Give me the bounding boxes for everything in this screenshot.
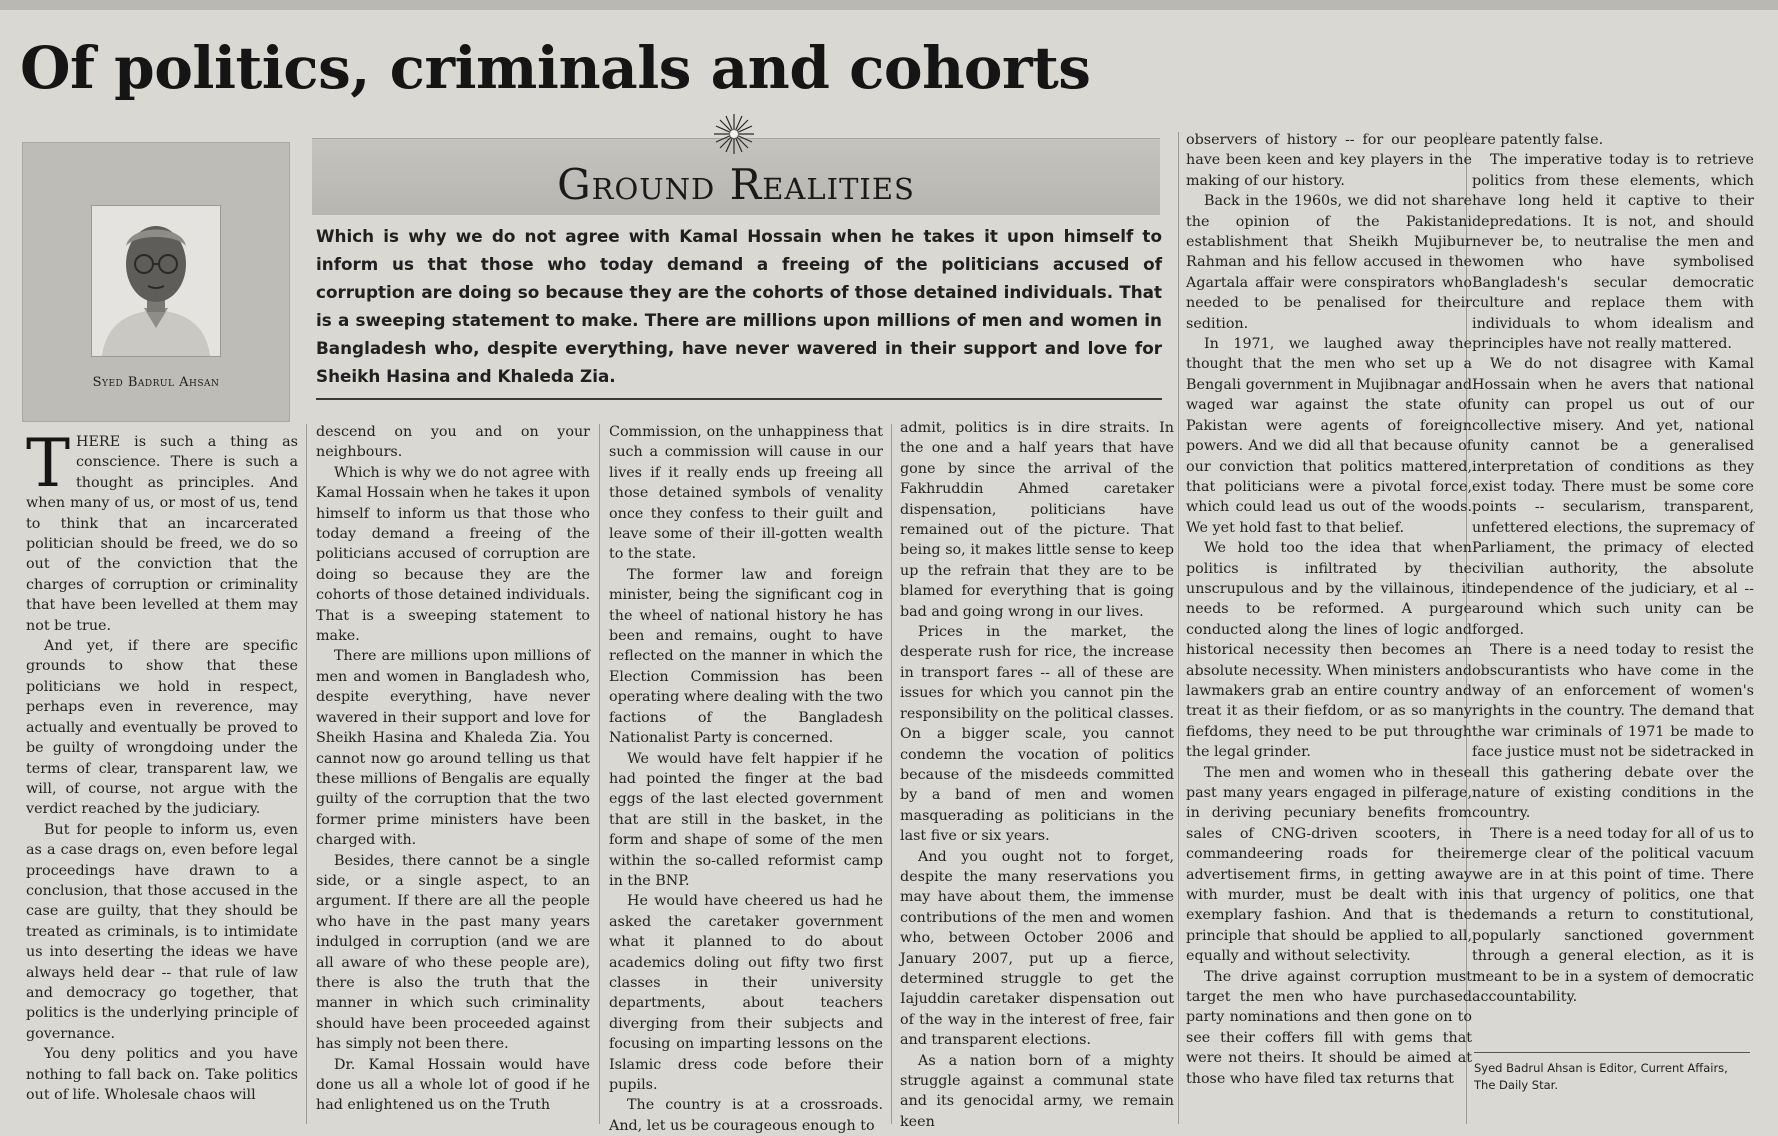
paragraph: And you ought not to forget, despite the many reservations you may have about them, the immense contributions of the men and women who, between October 2006 and January 2007, put up a fierce, determined struggle to get the Iajuddin caretaker dispensation out of the way in the interest of free, fair and transparent elections. bbox=[900, 848, 1174, 1049]
paragraph: There is a need today to resist the obscurantists who have come in the way of an enforcement of women's rights in the country. The demand that the war criminals of 1971 be made to face justice must not be sidetracked in all this gathering debate over the nature of existing conditions in the country. bbox=[1472, 642, 1754, 822]
headline: Of politics, criminals and cohorts bbox=[20, 34, 1091, 102]
paragraph: Back in the 1960s, we did not share the opinion of the Pakistani establishment that Sheikh Mujibur Rahman and his fellow accused in the Agartala affair were conspirators who needed to be penalised for their sedition. bbox=[1186, 193, 1472, 332]
author-note-rule bbox=[1474, 1052, 1750, 1053]
paragraph: As a nation born of a mighty struggle against a communal state and its genocidal army, we remain keen bbox=[900, 1052, 1174, 1130]
column-divider bbox=[599, 424, 600, 1124]
author-portrait-icon bbox=[92, 206, 220, 356]
paragraph: descend on you and on your neighbours. bbox=[316, 424, 590, 461]
paragraph: We would have felt happier if he had pointed the finger at the bad eggs of the last elected government that are still in the basket, in the form and shape of some of the men within the so-called reformist camp in the BNP. bbox=[609, 750, 883, 889]
paragraph: are patently false. bbox=[1472, 132, 1604, 148]
article-column-6 bbox=[1472, 130, 1754, 1125]
paragraph: He would have cheered us had he asked the caretaker government what it planned to do about academics doling out fifty two first classes in their university departments, about teachers diverging from their subjects and focusing on imparting lessons on the Islamic dress code before their pupils. bbox=[609, 893, 883, 1093]
article-column-4 bbox=[900, 418, 1174, 1130]
column-divider bbox=[891, 424, 892, 1124]
drop-cap: T bbox=[26, 425, 71, 502]
author-photo bbox=[91, 205, 221, 357]
starburst-icon bbox=[712, 112, 756, 156]
article-column-1 bbox=[26, 425, 298, 1125]
byline: Syed Badrul Ahsan bbox=[92, 375, 220, 390]
paragraph: observers of history -- for our people have been keen and key players in the making of our history. bbox=[1186, 132, 1472, 189]
paragraph: We hold too the idea that when politics is infiltrated by the unscrupulous and by the villainous, it needs to be reformed. A purge conducted along the lines of logic and historical necessity then becomes an absolute necessity. When ministers and lawmakers grab an entire country and treat it as their fiefdom, or as so many fiefdoms, they need to be put through the legal grinder. bbox=[1186, 540, 1472, 761]
paragraph: There are millions upon millions of men and women in Bangladesh who, despite everything, have never wavered in their support and love for Sheikh Hasina and Khaleda Zia. You cannot now go around telling us that these millions of Bengalis are equally guilty of the corruption that the two former prime ministers have been charged with. bbox=[316, 648, 590, 849]
paragraph: The imperative today is to retrieve politics from these elements, which have long held it captive to their depredations. It is not, and should never be, to neutralise the men and women who have symbolised Bangladesh's secular democratic culture and replace them with individuals to whom idealism and principles have not really mattered. bbox=[1472, 152, 1754, 353]
paragraph: The men and women who in these past many years engaged in pilferage, in deriving pecuniary benefits from sales of CNG-driven scooters, in commandeering roads for their advertisement firms, in getting away with murder, must be dealt with in exemplary fashion. And that is the principle that should be applied to all, equally and without selectivity. bbox=[1186, 764, 1472, 965]
page-top-edge bbox=[0, 0, 1778, 10]
paragraph: admit, politics is in dire straits. In the one and a half years that have gone by since the arrival of the Fakhruddin Ahmed caretaker dispensation, politicians have remained out of the picture. That being so, it makes little sense to keep up the refrain that they are to be blamed for everything that is going bad and going wrong in our lives. bbox=[900, 420, 1174, 620]
paragraph: Dr. Kamal Hossain would have done us all a whole lot of good if he had enlightened us on the Truth bbox=[316, 1056, 590, 1114]
author-box bbox=[22, 142, 290, 422]
paragraph: HERE is such a thing as conscience. There is such a thought as principles. And when many of us, or most of us, tend to think that an incarcerated politician should be freed, we do so out of the conviction that the charges of corruption or criminality that have been levelled at them may not be true. bbox=[26, 434, 298, 634]
paragraph: Prices in the market, the desperate rush for rice, the increase in transport fares -- all of these are issues for which you cannot pin the responsibility on the political classes. On a bigger scale, you cannot condemn the vocation of politics because of the misdeeds committed by a band of men and women masquerading as politicians in the last five or six years. bbox=[900, 624, 1174, 845]
paragraph: The country is at a crossroads. And, let us be courageous enough to bbox=[609, 1097, 883, 1134]
paragraph: In 1971, we laughed away the thought that the men who set up a Bengali government in Mujibnagar and waged war against the state of Pakistan were agents of foreign powers. And we did all that because of our conviction that politics mattered, that politicians were a pivotal force, which could lead us out of the woods. We yet hold fast to that belief. bbox=[1186, 336, 1472, 536]
author-note: Syed Badrul Ahsan is Editor, Current Affairs, The Daily Star. bbox=[1474, 1061, 1728, 1092]
paragraph: The drive against corruption must target the men who have purchased party nominations and then gone on to see their coffers fill with gems that were not theirs. It should be aimed at those who have filed tax returns that bbox=[1186, 968, 1472, 1087]
paragraph: But for people to inform us, even as a case drags on, even before legal proceedings have drawn to a conclusion, that those accused in the case are guilty, that they should be treated as criminals, is to intimidate us into deserting the ideas we have always held dear -- that rule of law and democracy go together, that politics is the underlying principle of governance. bbox=[26, 821, 298, 1042]
paragraph: Which is why we do not agree with Kamal Hossain when he takes it upon himself to inform us that those who today demand a freeing of the politicians accused of corruption are doing so because they are the cohorts of those detained individuals. That is a sweeping statement to make. bbox=[316, 464, 590, 645]
article-column-5 bbox=[1186, 130, 1472, 1125]
article-column-3 bbox=[609, 422, 883, 1134]
pull-quote-rule bbox=[316, 398, 1162, 400]
paragraph: And yet, if there are specific grounds to show that these politicians we hold in respect, perhaps even in reverence, may actually and eventually be proved to be guilty of wrongdoing under the terms of clear, transparent law, we will, of course, not argue with the verdict reached by the judiciary. bbox=[26, 638, 298, 818]
article-column-2 bbox=[316, 422, 590, 1125]
paragraph: You deny politics and you have nothing to fall back on. Take politics out of life. Wholesale chaos will bbox=[26, 1046, 298, 1103]
paragraph: Besides, there cannot be a single side, or a single aspect, to an argument. If there are all the people who have in the past many years indulged in corruption (and we are all aware of who these people are), there is also the truth that the manner in which such criminality should have been proceeded against has simply not been there. bbox=[316, 852, 590, 1053]
column-divider bbox=[1178, 132, 1179, 1124]
paragraph: The former law and foreign minister, being the significant cog in the wheel of national history he has been and remains, ought to have reflected on the manner in which the Election Commission has been operating where dealing with the two factions of the Bangladesh Nationalist Party is concerned. bbox=[609, 566, 883, 747]
column-divider bbox=[306, 424, 307, 1124]
paragraph: We do not disagree with Kamal Hossain when he avers that national unity can propel us out of our collective misery. And yet, national unity cannot be a generalised interpretation of conditions as they exist today. There must be some core points -- secularism, transparent, unfettered elections, the supremacy of Parliament, the primacy of elected civilian authority, the absolute independence of the judiciary, et al -- around which such unity can be forged. bbox=[1472, 356, 1754, 638]
paragraph: There is a need today for all of us to emerge clear of the political vacuum we are in at this point of time. There is that urgency of politics, one that demands a return to constitutional, popularly sanctioned government through a general election, as it is meant to be in a system of democratic accountability. bbox=[1472, 825, 1754, 1006]
paragraph: Commission, on the unhappiness that such a commission will cause in our lives if it really ends up freeing all those detained symbols of venality once they confess to their guilt and leave some of their ill-gotten wealth to the state. bbox=[609, 424, 883, 563]
column-logo-title: Ground Realities bbox=[557, 160, 915, 209]
pull-quote: Which is why we do not agree with Kamal Hossain when he takes it upon himself to inform us that those who today demand a freeing of the politicians accused of corruption are doing so because they are the cohorts of those detained individuals. That is a sweeping statement to make. There are millions upon millions of men and women in Bangladesh who, despite everything, have never wavered in their support and love for Sheikh Hasina and Khaleda Zia. bbox=[316, 226, 1162, 386]
